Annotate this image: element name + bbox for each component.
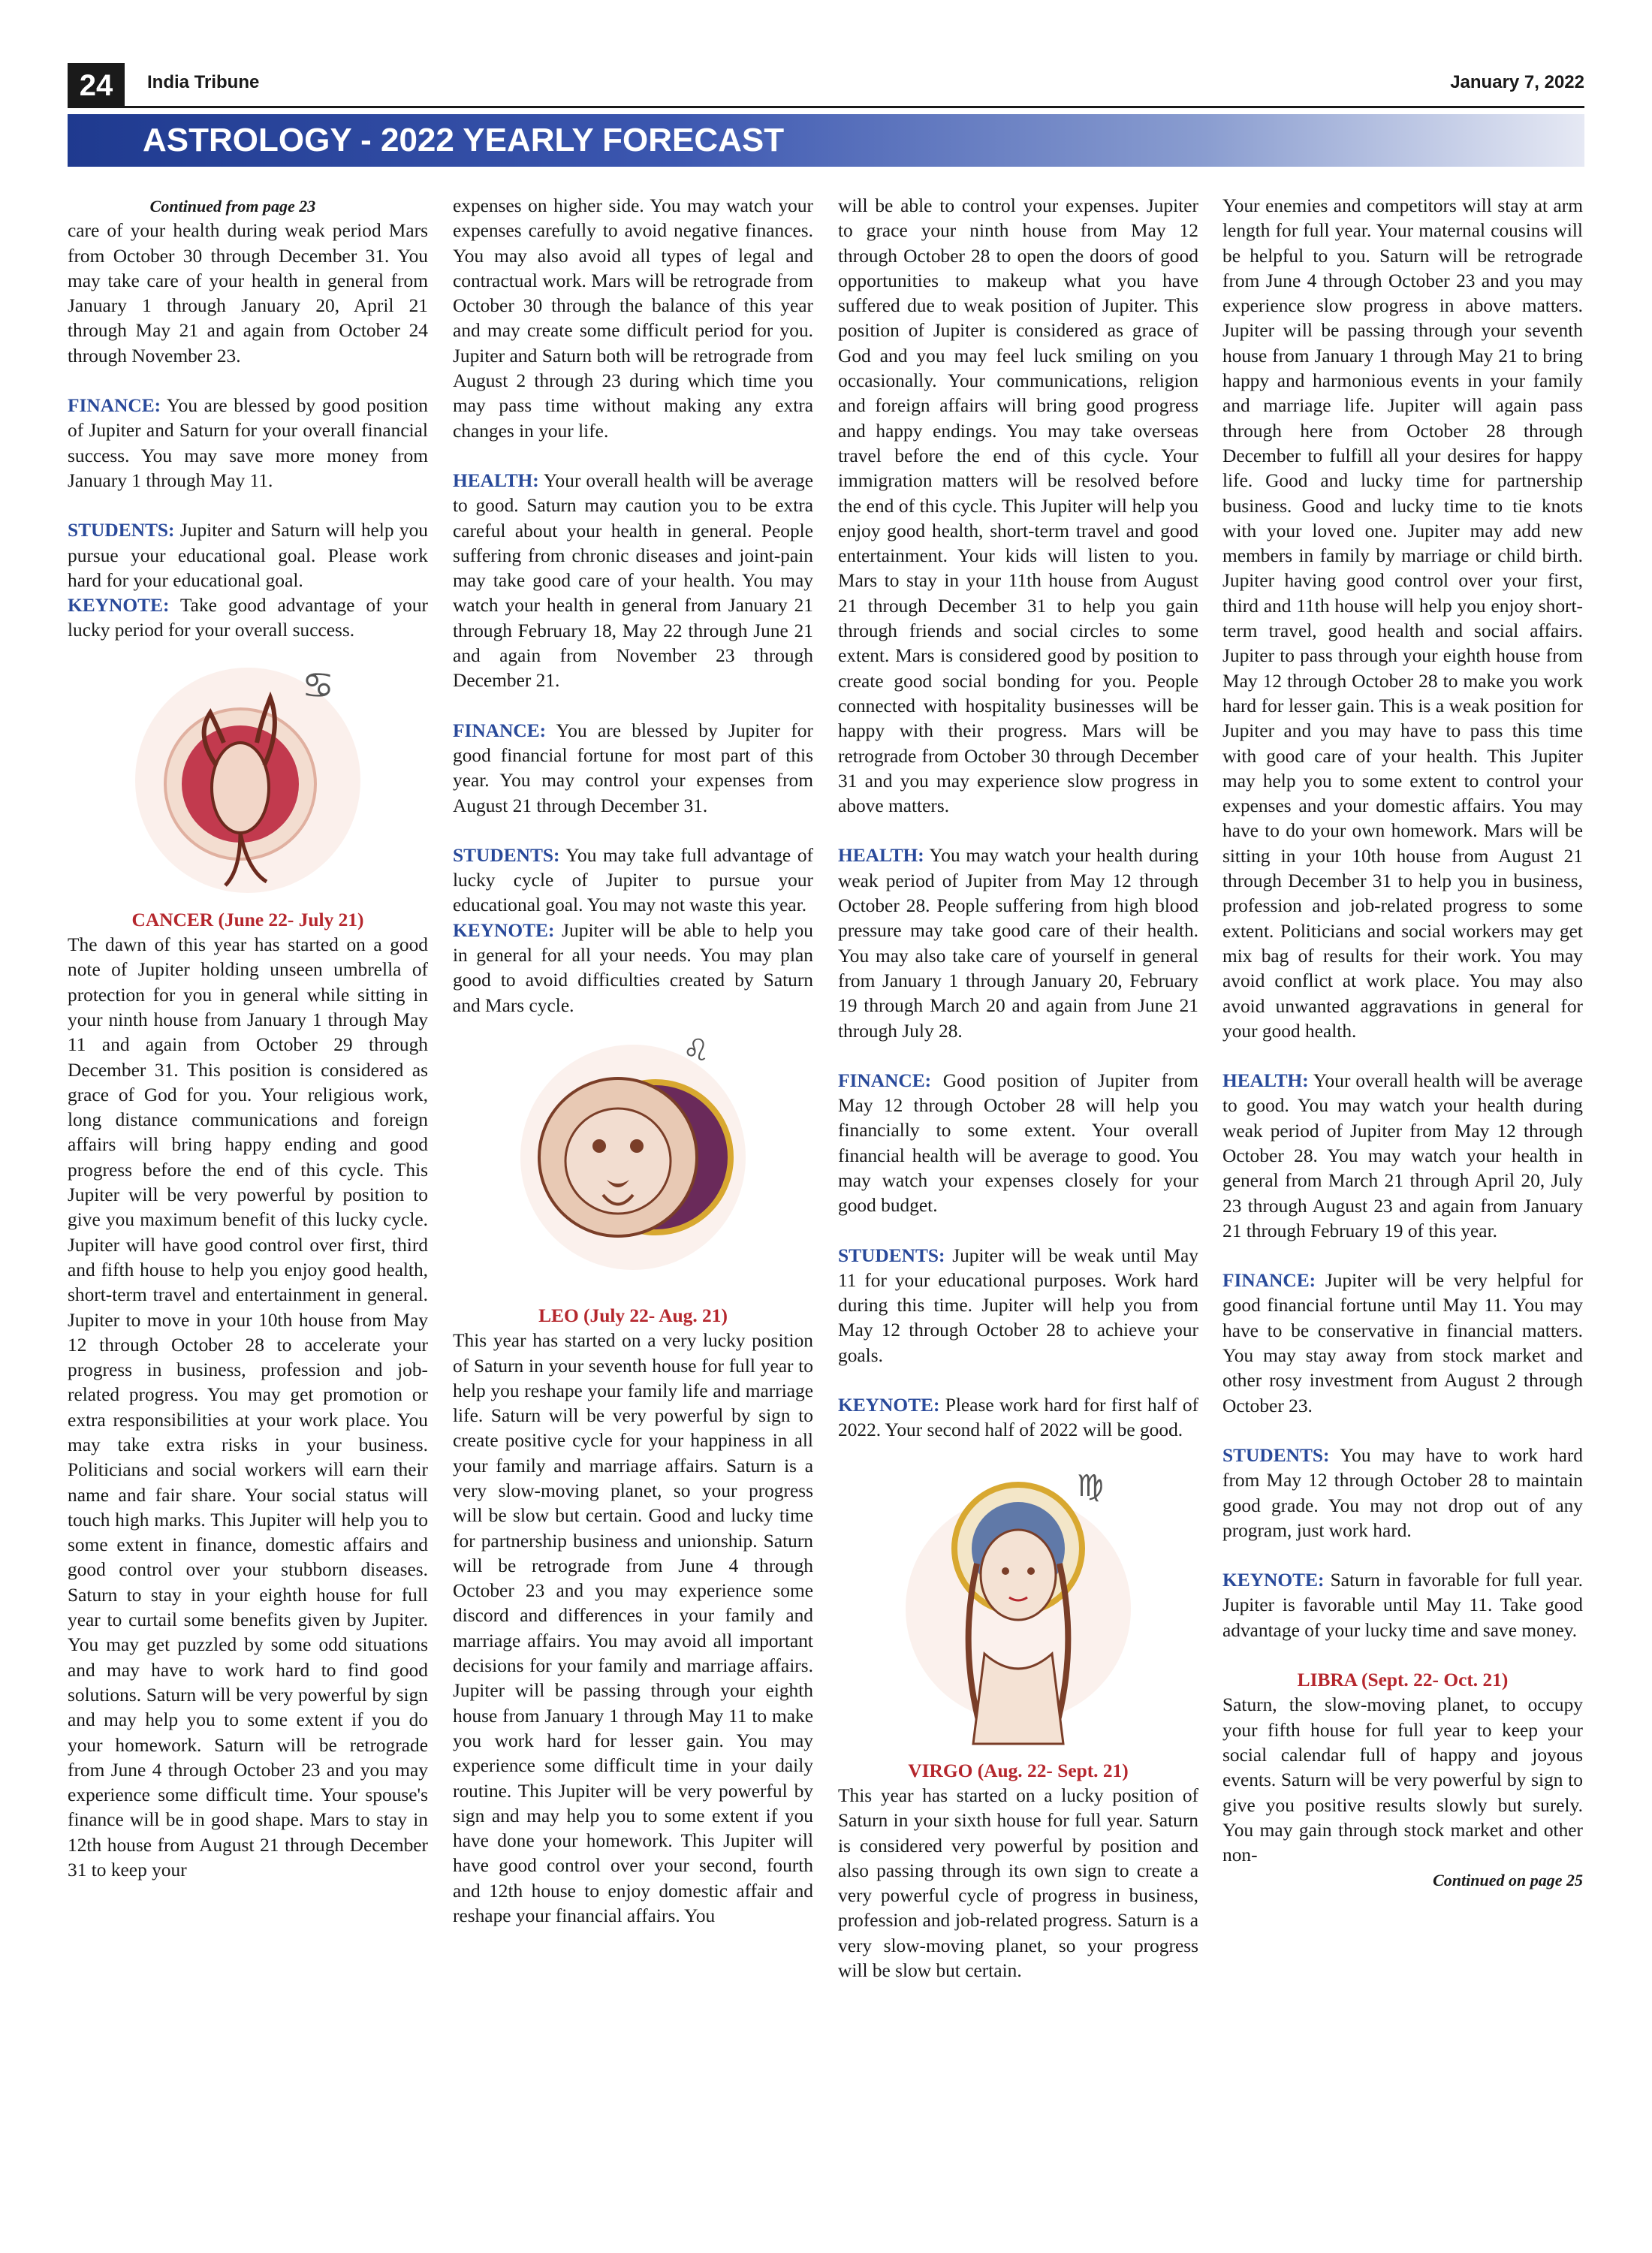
keynote-label: KEYNOTE: [838, 1395, 940, 1416]
health-text: Your overall health will be average to good. You may watch your health during weak period of Jupiter from May 12 through October 28. You may watch your health in general from March 21 through April 20, July 23 through August 23 and again from January 21 through February 19 of this year. [1222, 1070, 1583, 1241]
finance-text: You are blessed by Jupiter for good financial fortune for most part of this year. You may control your expenses from August 21 through December 31. [453, 719, 813, 816]
cancer-forecast-text: The dawn of this year has started on a good note of Jupiter holding unseen umbrella of protection for you in general while sitting in your ninth house from January 1 through May 11 and again from October 29 through December 31. This position is considered as grace of God for you. Your religious work, long distance communications and foreign affairs will bring happy ending and good progress before the end of this cycle. This Jupiter will be very powerful by position to give you maximum benefit of this lucky cycle. Jupiter will have good control over first, third and fifth house to help you enjoy good health, short-term travel and entertainment in general. Jupiter to move in your 10th house from May 12 through October 28 to accelerate your progress in business, profession and job-related progress. You may get promotion or extra responsibilities at your work place. You may take extra risks in your business. Politicians and social workers will earn their name and fair share. Your social status will touch high marks. This Jupiter will help you to some extent in finance, domestic affairs and good control over your stubborn diseases. Saturn to stay in your eighth house for full year to curtail some benefits given by Jupiter. You may get puzzled by some odd situations and may have to work hard to find good solutions. Saturn will be very powerful by sign and may help you to some extent if you do your homework. Saturn will be retrograde from June 4 through October 23 and you may experience some difficult time. Your spouse's finance will be in good shape. Mars to stay in 12th house from August 21 through December 31 to keep your [68, 934, 428, 1881]
keynote-label: KEYNOTE: [453, 919, 555, 941]
keynote-paragraph [68, 593, 428, 644]
section-banner [68, 114, 1584, 167]
keynote-text: Take good advantage of your lucky period for your overall success. [68, 595, 428, 641]
article-text: expenses on higher side. You may watch your expenses carefully to avoid negative finances. You may also avoid all types of legal and contractual work. Mars will be retrograde from October 30 through the balance of this year and may create some difficult period for you. Jupiter and Saturn both will be retrograde from August 2 through 23 during which time you may pass time without making any extra changes in your life. [453, 195, 813, 442]
students-text: You may take full advantage of lucky cycle of Jupiter to pursue your educational goal. You may not waste this year. [453, 844, 813, 916]
finance-paragraph [68, 394, 428, 493]
students-label: STUDENTS: [1222, 1444, 1330, 1466]
keynote-paragraph [1222, 1568, 1583, 1643]
page-number: 24 [68, 63, 125, 108]
students-text: Jupiter will be weak until May 11 for your educational purposes. Work hard during this time. Jupiter will help you from May 12 through October 28 to achieve your goals. [838, 1244, 1198, 1366]
health-paragraph [838, 843, 1198, 1043]
publication-date: January 7, 2022 [1450, 72, 1584, 92]
finance-label: FINANCE: [838, 1069, 932, 1091]
students-paragraph [68, 518, 428, 593]
virgo-zodiac-illustration [898, 1458, 1138, 1759]
keynote-text: Jupiter will be able to help you in general for all your needs. You may plan good to avoid difficulties created by Saturn and Mars cycle. [453, 919, 813, 1016]
finance-paragraph [838, 1069, 1198, 1219]
students-label: STUDENTS: [453, 844, 560, 866]
continued-from: Continued from page 23 [149, 197, 316, 216]
leo-zodiac-illustration [513, 1033, 753, 1274]
students-paragraph [838, 1244, 1198, 1368]
finance-text: You are blessed by good position of Jupiter and Saturn for your overall financial success. You may save more money from January 1 through May 11. [68, 395, 428, 491]
health-text: You may watch your health during weak period of Jupiter from May 12 through October 28. People suffering from high blood pressure may take good care of their health. You may also take care of yourself in general from January 1 through January 20, February 19 through March 20 and again from June 21 through July 28. [838, 845, 1198, 1042]
students-label: STUDENTS: [68, 520, 175, 541]
finance-label: FINANCE: [453, 719, 547, 741]
health-text: Your overall health will be average to good. Saturn may caution you to be extra careful about your health in general. People suffering from chronic diseases and joint-pain may take good care of your health. You may watch your health in general from January 21 through February 18, May 22 through June 21 and again from November 23 through December 21. [453, 469, 813, 692]
students-paragraph [1222, 1443, 1583, 1543]
cancer-heading: CANCER (June 22- July 21) [131, 909, 364, 930]
keynote-paragraph [453, 918, 813, 1018]
continued-on: Continued on page 25 [1433, 1871, 1583, 1890]
column-2 [453, 194, 813, 1929]
cancer-zodiac-illustration [128, 653, 368, 908]
finance-text: Jupiter will be very helpful for good financial fortune until May 11. You may have to be conservative in financial matters. You may stay away from stock market and other rosy investment from August 2 through October 23. [1222, 1270, 1583, 1416]
banner-title: ASTROLOGY - 2022 YEARLY FORECAST [143, 122, 785, 158]
finance-label: FINANCE: [68, 395, 161, 417]
virgo-heading: VIRGO (Aug. 22- Sept. 21) [908, 1760, 1129, 1781]
students-label: STUDENTS: [838, 1244, 945, 1266]
article-text: will be able to control your expenses. Jupiter to grace your ninth house from May 12 through October 28 to open the doors of good opportunities to makeup what you have suffered due to weak position of Jupiter. This position of Jupiter is considered as grace of God and you may feel luck smiling on you occasionally. Your communications, religion and foreign affairs will bring good progress and happy endings. You may take overseas travel before the end of this cycle. Your immigration matters will be resolved before the end of this cycle. This Jupiter will help you enjoy good health, short-term travel and good entertainment. Your kids will listen to you. Mars to stay in your 11th house from August 21 through December 31 to help you gain through friends and social circles to some extent. Mars is considered good by position to create good social bonding for you. People connected with hospitality businesses will be happy with their progress. Mars will be retrograde from October 30 through December 31 and you may experience slow progress in above matters. [838, 195, 1198, 817]
finance-paragraph [453, 719, 813, 819]
health-paragraph [453, 469, 813, 694]
students-text: You may have to work hard from May 12 through October 28 to maintain good grade. You may not drop out of any program, just work hard. [1222, 1444, 1583, 1541]
svg-text:♋: ♋ [302, 664, 335, 707]
health-label: HEALTH: [453, 469, 539, 491]
keynote-text: Saturn in favorable for full year. Jupiter is favorable until May 11. Take good advantage of your lucky time and save money. [1222, 1570, 1583, 1641]
health-label: HEALTH: [838, 845, 924, 867]
libra-heading: LIBRA (Sept. 22- Oct. 21) [1297, 1669, 1509, 1691]
students-paragraph [453, 843, 813, 918]
keynote-text: Please work hard for first half of 2022. Your second half of 2022 will be good. [838, 1395, 1198, 1441]
column-3 [838, 194, 1198, 1983]
article-text: care of your health during weak period Mars from October 30 through December 31. You may take care of your health in general from January 1 through January 20, April 21 through May 21 and again from October 24 through November 23. [68, 220, 428, 366]
health-paragraph [1222, 1069, 1583, 1244]
finance-paragraph [1222, 1268, 1583, 1419]
virgo-forecast-text: This year has started on a lucky position of Saturn in your sixth house for full year. Saturn is considered very powerful by position and also passing through its own sign to create a very powerful cycle of progress in business, profession and job-related progress. Saturn is a very slow-moving planet, so your progress will be slow but certain. [838, 1784, 1198, 1982]
keynote-paragraph [838, 1393, 1198, 1443]
column-4 [1222, 194, 1583, 1893]
finance-label: FINANCE: [1222, 1270, 1316, 1292]
health-label: HEALTH: [1222, 1070, 1309, 1092]
leo-heading: LEO (July 22- Aug. 21) [538, 1304, 728, 1326]
paper-name: India Tribune [147, 72, 260, 92]
masthead [68, 63, 1584, 108]
finance-text: Good position of Jupiter from May 12 through October 28 will help you financially to some extent. Your overall financial health will be average to good. You may watch your expenses closely for your good budget. [838, 1069, 1198, 1217]
article-text: Your enemies and competitors will stay at arm length for full year. Your maternal cousins will be helpful to you. Saturn will be retrograde from June 4 through October 23 and you may experience slow progress in above matters. Jupiter will be passing through your seventh house from January 1 through May 21 to bring happy and harmonious events in your family and marriage life. Jupiter will again pass through here from October 28 through December to fulfill all your desires for happy life. Good and lucky time for partnership business. Good and lucky time to tie knots with your loved one. Jupiter may add new members in family by marriage or child birth. Jupiter having good control over your first, third and 11th house will help you enjoy short-term travel, good health and social affairs. Jupiter to pass through your eighth house from May 12 through October 28 to make you work hard for lesser gain. This is a weak position for Jupiter and you may have to pass this time with good care of your health. This Jupiter may help you to some extent to control your expenses and your domestic affairs. You may have to do your own homework. Mars will be sitting in your 10th house from August 21 through December 31 to help you in business, profession and job-related progress to some extent. Politicians and social workers may get mix bag of results for their work. You may avoid conflict at work place. You may also avoid unwanted aggravations in general for your good health. [1222, 195, 1583, 1042]
svg-text:♌: ♌ [683, 1033, 710, 1068]
keynote-label: KEYNOTE: [68, 595, 170, 617]
leo-forecast-text: This year has started on a very lucky position of Saturn in your seventh house for full year to help you reshape your family life and marriage life. Saturn will be very powerful by sign to create positive cycle for your happiness in all your family and marriage affairs. Saturn is a very slow-moving planet, so your progress will be slow but certain. Good and lucky time for partnership business and unionship. Saturn will be retrograde from June 4 through October 23 and you may experience some discord and differences in your family and marriage affairs. You may avoid all important decisions for your family and marriage affairs. Jupiter will be passing through your eighth house from January 1 through May 11 to make you work hard for lesser gain. You may experience some difficult time in your daily routine. This Jupiter will be very powerful by sign and may help you to some extent if you have done your homework. This Jupiter will have good control over your second, fourth and 12th house to enjoy domestic affair and reshape your financial affairs. You [453, 1330, 813, 1927]
libra-forecast-text: Saturn, the slow-moving planet, to occupy your fifth house for full year to keep your social calendar full of happy and joyous events. Saturn will be very powerful by sign to give you positive results slowly but surely. You may gain through stock market and other non- [1222, 1694, 1583, 1866]
svg-text:♍: ♍ [1077, 1468, 1104, 1504]
header-rule [68, 106, 1584, 108]
keynote-label: KEYNOTE: [1222, 1570, 1325, 1591]
column-1 [68, 194, 428, 1883]
students-text: Jupiter and Saturn will help you pursue your educational goal. Please work hard for your educational goal. [68, 520, 428, 591]
